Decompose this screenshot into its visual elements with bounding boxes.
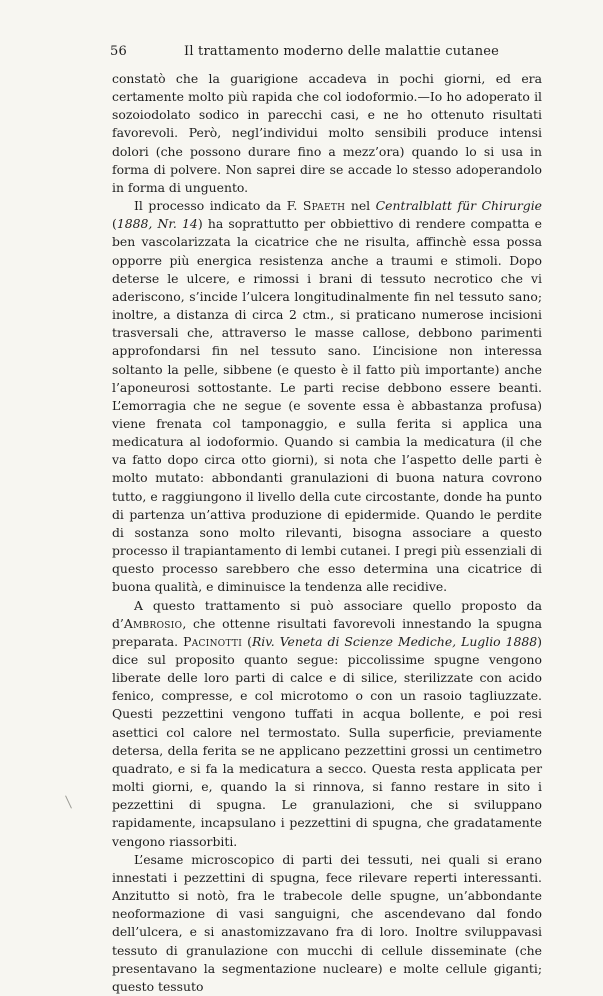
author-pacinotti: Pacinotti: [183, 633, 243, 649]
paragraph-2-text: nel: [345, 198, 376, 214]
paragraph-3-text: , che ottenne risultati favorevoli innestando la spugna preparata.: [112, 615, 542, 649]
paragraph-4: L’esame microscopico di parti dei tessuti, nei quali si erano innestati i pezzettini di spugna, fece rilevare reperti interessanti. Anzitutto si notò, fra le trabecole delle spugne, un’abbondante neoformazione di vasi sanguigni, che ascendevano dal fondo dell’ulcera, e si anastomizzavano fra di loro. Inoltre sviluppavasi tessuto di granulazione con mucchi di cellule disseminate (che presentavano la segmentazione nucleare) e molte cellule giganti; questo tessuto: [112, 851, 542, 994]
body-text: [112, 70, 542, 996]
author-ambrosio: Ambrosio: [123, 615, 183, 631]
margin-mark: [65, 795, 72, 808]
author-spaeth: Spaeth: [302, 198, 346, 214]
paragraph-3-text: (: [242, 633, 252, 649]
page-number: 56: [110, 44, 127, 59]
paragraph-2-text: (: [112, 216, 117, 232]
page-header: [110, 44, 540, 64]
paragraph-3-text: ) dice sul proposito quanto segue: piccolissime spugne vengono liberate delle loro parti di calce e di silice, sterilizzate con acido fenico, compresse, e col microtomo o con un rasoio tagliuzzate. Questi pezzettini vengono tuffati in acqua bollente, e poi resi asettici col calore nel termostato. Sulla superficie, previamente detersa, della ferita se ne applicano pezzettini grossi un centimetro quadrato, e si fa la medicatura a secco. Questa resta applicata per molti giorni, e, quando la si rinnova, si fanno restare in sito i pezzettini di spugna. Le granulazioni, che si sviluppano rapidamente, incapsulano i pezzettini di spugna, che gradatamente vengono riassorbiti.: [112, 633, 542, 849]
citation-ref: 1888, Nr. 14: [116, 216, 198, 232]
paragraph-2-text: Il processo indicato da F.: [134, 198, 303, 214]
journal-title: Centralblatt für Chirurgie: [375, 198, 543, 214]
paragraph-2: [112, 197, 542, 596]
paragraph-1: constatò che la guarigione accadeva in pochi giorni, ed era certamente molto più rapida che col iodoformio.—Io ho adoperato il sozoiodolato sodico in parecchi casi, e ne ho ottenuto risultati favorevoli. Però, negl’individui molto sensibili produce intensi dolori (che possono durare fino a mezz’ora) quando lo si usa in forma di polvere. Non saprei dire se accade lo stesso adoperandolo in forma di unguento.: [112, 71, 542, 195]
journal-title: Riv. Veneta di Scienze Mediche, Luglio 1888: [251, 633, 538, 649]
paragraph-3: [112, 597, 542, 851]
paragraph-2-text: ) ha soprattutto per obbiettivo di rendere compatta e ben vascolarizzata la cicatrice che ne risulta, affinchè essa possa opporre più energica resistenza anche a traumi e stimoli. Dopo deterse le ulcere, e rimossi i brani di tessuto necrotico che vi aderiscono, s’incide l’ulcera longitudinalmente fin nel tessuto sano; inoltre, a distanza di circa 2 ctm., si praticano numerose incisioni trasversali che, attraverso le masse callose, debbono parimenti approfondarsi fin nel tessuto sano. L’incisione non interessa soltanto la pelle, sibbene (e questo è il fatto più importante) anche l’aponeurosi sottostante. Le parti recise debbono essere beanti. L’emorragia che ne segue (e sovente essa è abbastanza profusa) viene frenata col tamponaggio, e sulla ferita si applica una medicatura al iodoformio. Quando si cambia la medicatura (il che va fatto dopo circa otto giorni), si nota che l’aspetto delle parti è molto mutato: abbondanti granulazioni di buona natura covrono tutto, e raggiungono il livello della cute circostante, donde ha punto di partenza un’attiva produzione di epidermide. Quando le perdite di sostanza sono molto rilevanti, bisogna associare a questo processo il trapiantamento di lembi cutanei. I pregi più essenziali di questo processo sarebbero che esso determina una cicatrice di buona qualità, e diminuisce la tendenza alle recidive.: [112, 216, 542, 595]
paragraph-3-text: A questo trattamento si può associare quello proposto da d’: [112, 597, 542, 631]
running-title: Il trattamento moderno delle malattie cutanee: [184, 44, 500, 59]
